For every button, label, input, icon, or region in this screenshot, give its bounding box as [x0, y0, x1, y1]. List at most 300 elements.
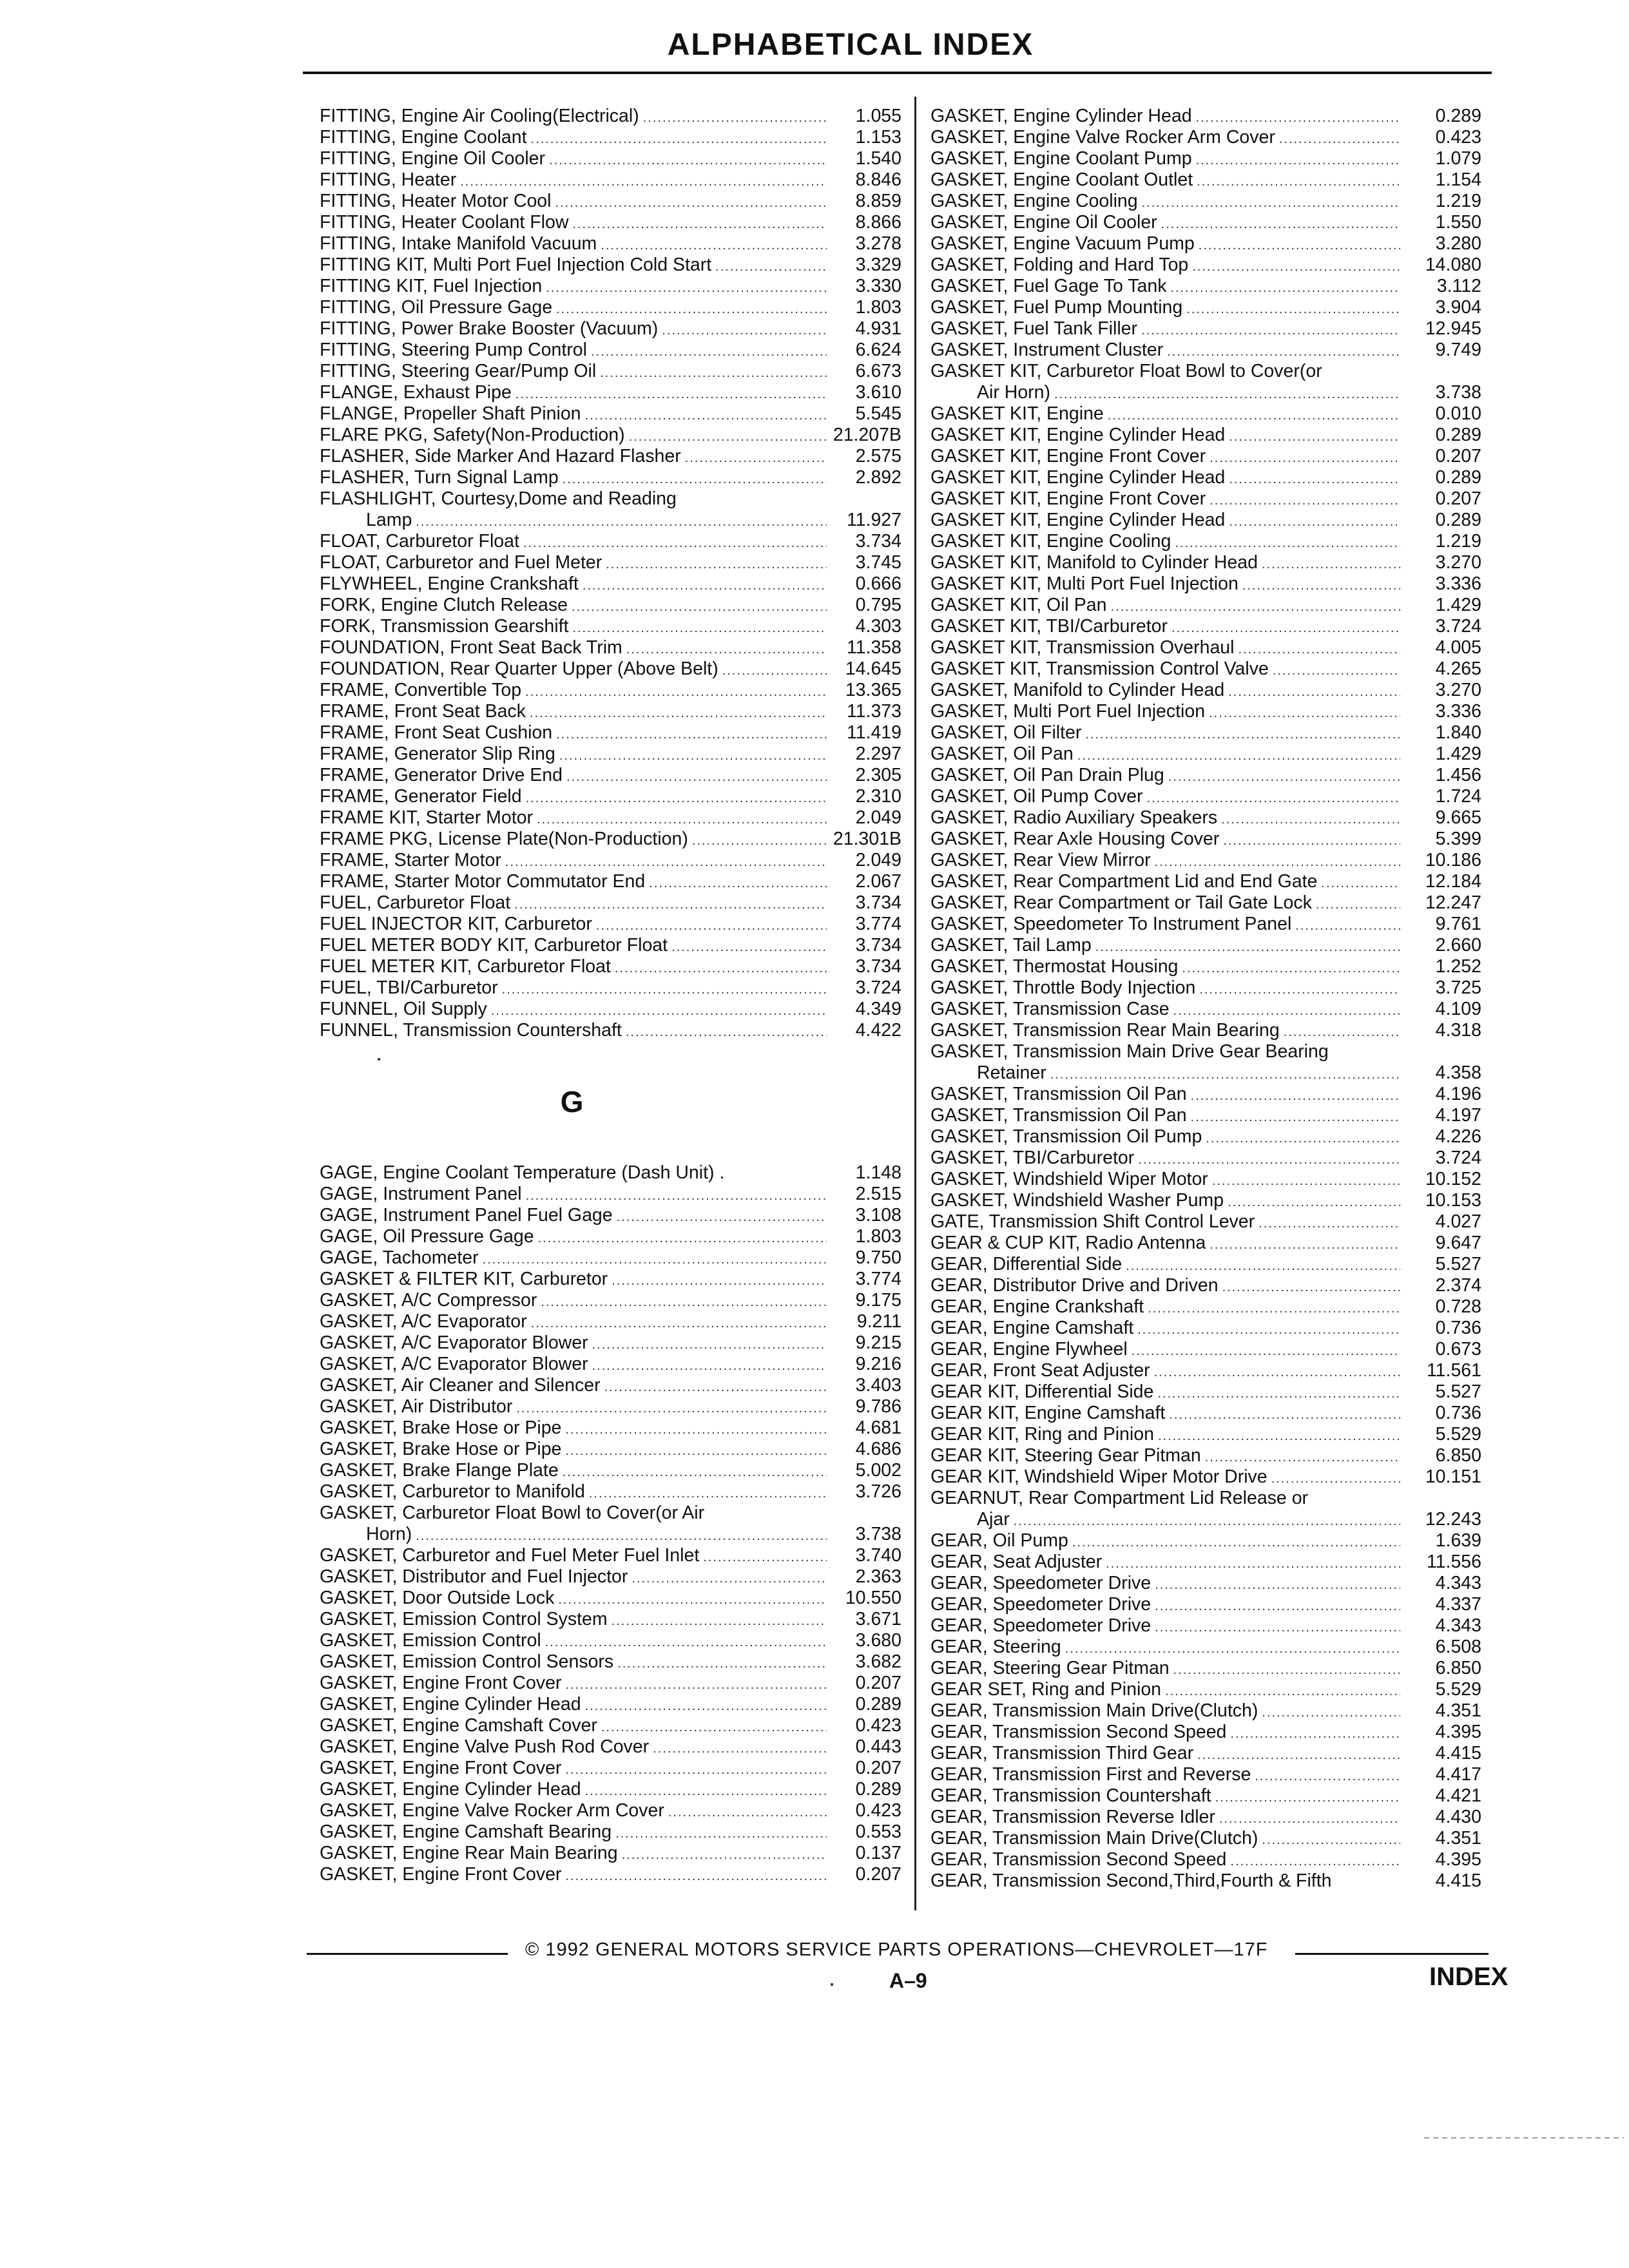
entry-text: GASKET KIT, Transmission Overhaul [930, 637, 1235, 658]
footer-copyright: © 1992 GENERAL MOTORS SERVICE PARTS OPERATIONS—CHEVROLET—17F [525, 1939, 1268, 1960]
entry-page-ref: 0.207 [1435, 488, 1481, 509]
entry-text: GASKET, Engine Front Cover [320, 1758, 562, 1778]
entry-page-ref: 3.734 [855, 531, 901, 552]
index-entry [320, 1736, 901, 1758]
index-entry [320, 1460, 901, 1481]
dot-leader [653, 1738, 827, 1760]
dot-leader [643, 108, 827, 129]
entry-text: GASKET, Engine Vacuum Pump [930, 233, 1195, 254]
dot-leader [585, 1781, 827, 1802]
dot-leader [1230, 1724, 1400, 1745]
entry-text: GASKET KIT, Carburetor Float Bowl to Cover(or [930, 361, 1322, 381]
entry-text: GEAR KIT, Steering Gear Pitman [930, 1445, 1201, 1466]
entry-page-ref: 8.846 [855, 169, 901, 190]
dot-leader [1210, 448, 1400, 469]
dot-leader [1262, 1830, 1400, 1851]
entry-text: GEAR KIT, Ring and Pinion [930, 1424, 1154, 1445]
dot-leader [545, 1632, 827, 1653]
entry-text: FRAME, Starter Motor Commutator End [320, 871, 646, 892]
dot-leader [1191, 1107, 1400, 1128]
entry-page-ref: 3.671 [855, 1609, 901, 1629]
entry-page-ref: 21.207B [833, 425, 901, 445]
entry-text: GASKET, Rear Compartment Lid and End Gate [930, 871, 1318, 892]
dot-leader [572, 214, 827, 235]
index-entry [930, 1573, 1481, 1594]
index-entry [930, 297, 1481, 318]
entry-page-ref: 0.736 [1435, 1403, 1481, 1423]
entry-page-ref: 1.803 [855, 1226, 901, 1247]
dot-leader [692, 831, 827, 852]
entry-text: GASKET, Fuel Gage To Tank [930, 276, 1167, 296]
index-entry [930, 169, 1481, 191]
index-entry [930, 807, 1481, 829]
dot-leader [1273, 660, 1400, 682]
entry-text: FLASHER, Turn Signal Lamp [320, 467, 559, 488]
entry-text: GEAR, Transmission Second Speed [930, 1849, 1227, 1870]
entry-page-ref: 2.067 [855, 871, 901, 892]
index-entry [320, 1481, 901, 1503]
dot-leader [1229, 512, 1400, 533]
dot-leader [1148, 1298, 1400, 1320]
entry-text: GASKET, Oil Pan Drain Plug [930, 765, 1164, 785]
entry-text: GASKET, Engine Valve Push Rod Cover [320, 1736, 650, 1757]
entry-page-ref: 12.247 [1425, 892, 1481, 913]
index-entry [320, 850, 901, 871]
entry-page-ref: 1.429 [1435, 744, 1481, 764]
entry-text: GASKET KIT, Manifold to Cylinder Head [930, 552, 1258, 573]
index-entry [930, 1488, 1481, 1509]
entry-text: FLOAT, Carburetor and Fuel Meter [320, 552, 602, 573]
entry-text: GASKET, Oil Pump Cover [930, 786, 1143, 807]
entry-text: GEAR, Engine Crankshaft [930, 1296, 1144, 1317]
index-entry [320, 1439, 901, 1460]
entry-page-ref: 0.289 [1435, 510, 1481, 530]
dot-leader [1165, 1681, 1400, 1702]
index-entry [320, 191, 901, 212]
dot-leader [1212, 1171, 1400, 1192]
entry-page-ref: 2.305 [855, 765, 901, 785]
index-entry [930, 255, 1481, 276]
entry-page-ref: 0.673 [1435, 1339, 1481, 1360]
entry-text: FLYWHEEL, Engine Crankshaft [320, 573, 579, 594]
entry-text: GEAR, Transmission Reverse Idler [930, 1807, 1215, 1827]
entry-text: GEAR, Steering Gear Pitman [930, 1658, 1170, 1678]
entry-text: FITTING, Steering Pump Control [320, 340, 587, 360]
index-entry [320, 382, 901, 403]
index-entry [320, 1588, 901, 1609]
entry-page-ref: 3.738 [855, 1524, 901, 1544]
entry-page-ref: 3.734 [855, 892, 901, 913]
entry-page-ref: 4.931 [855, 318, 901, 339]
entry-text: GASKET & FILTER KIT, Carburetor [320, 1269, 608, 1289]
dot-leader [514, 894, 827, 916]
index-entry [930, 722, 1481, 744]
dot-leader [585, 1696, 827, 1717]
entry-text: GASKET, Engine Camshaft Bearing [320, 1821, 612, 1842]
dot-leader [592, 1334, 827, 1356]
entry-page-ref: 0.289 [1435, 425, 1481, 445]
entry-page-ref: 1.153 [855, 127, 901, 148]
dot-leader [1229, 427, 1400, 448]
entry-page-ref: 11.556 [1426, 1552, 1481, 1572]
index-entry [320, 1332, 901, 1354]
entry-text: GASKET, Emission Control System [320, 1609, 608, 1629]
entry-page-ref: 0.289 [1435, 467, 1481, 488]
dot-leader [572, 597, 827, 618]
entry-text: GEAR, Engine Flywheel [930, 1339, 1128, 1360]
entry-page-ref: 10.186 [1425, 850, 1481, 870]
entry-page-ref: 6.673 [855, 361, 901, 381]
entry-text: GASKET, Tail Lamp [930, 935, 1092, 956]
entry-page-ref: 3.278 [855, 233, 901, 254]
index-entry [320, 1311, 901, 1332]
dot-leader [1157, 1383, 1400, 1405]
entry-text: FRAME, Convertible Top [320, 680, 522, 700]
index-entry [320, 956, 901, 977]
entry-text: GAGE, Engine Coolant Temperature (Dash Unit) . [320, 1162, 725, 1183]
entry-text: GEAR, Transmission First and Reverse [930, 1764, 1251, 1785]
index-entry [930, 340, 1481, 361]
index-entry [320, 1673, 901, 1694]
entry-page-ref: 3.682 [855, 1651, 901, 1672]
entry-text: GEAR, Front Seat Adjuster [930, 1360, 1150, 1381]
dot-leader [531, 129, 827, 150]
entry-text: FRAME, Starter Motor [320, 850, 501, 870]
dot-leader [612, 1611, 827, 1632]
index-entry [320, 488, 901, 510]
index-entry [930, 1764, 1481, 1785]
right-column [930, 106, 1481, 1892]
index-entry [320, 658, 901, 680]
entry-text: GASKET, Thermostat Housing [930, 956, 1179, 977]
entry-text: GASKET, Folding and Hard Top [930, 255, 1189, 275]
index-entry [320, 1503, 901, 1524]
dot-leader [649, 873, 827, 894]
scan-speck [378, 1058, 380, 1061]
entry-text: GEAR, Oil Pump [930, 1530, 1068, 1551]
entry-page-ref: 3.330 [855, 276, 901, 296]
entry-page-ref: 4.343 [1435, 1573, 1481, 1593]
index-entry [930, 1722, 1481, 1743]
entry-text: FITTING, Engine Air Cooling(Electrical) [320, 106, 639, 126]
dot-leader [1206, 1128, 1400, 1149]
dot-leader [558, 1590, 827, 1611]
index-entry [320, 1843, 901, 1864]
entry-text: GASKET, Rear Axle Housing Cover [930, 829, 1220, 849]
index-entry [320, 106, 901, 127]
entry-text: GASKET, Engine Coolant Outlet [930, 169, 1193, 190]
entry-text: GASKET, Carburetor Float Bowl to Cover(or Air [320, 1503, 705, 1523]
entry-text: FITTING, Oil Pressure Gage [320, 297, 553, 318]
entry-page-ref: 0.289 [1435, 106, 1481, 126]
entry-page-ref: 3.329 [855, 255, 901, 275]
entry-page-ref: 9.175 [855, 1290, 901, 1311]
entry-page-ref: 1.219 [1435, 191, 1481, 211]
scan-artifact-line [1424, 2137, 1624, 2138]
entry-page-ref: 0.666 [855, 573, 901, 594]
entry-text: FITTING KIT, Multi Port Fuel Injection Cold Start [320, 255, 712, 275]
entry-text: GASKET KIT, Engine [930, 403, 1104, 424]
dot-leader [1284, 1022, 1400, 1043]
entry-text: GASKET, Transmission Oil Pan [930, 1084, 1187, 1104]
dot-leader [1205, 1447, 1400, 1468]
footer-rule-right [1295, 1953, 1489, 1955]
dot-leader [1238, 639, 1400, 660]
entry-page-ref: 4.351 [1435, 1700, 1481, 1721]
entry-page-ref: 4.681 [855, 1418, 901, 1438]
dot-leader [1196, 150, 1400, 171]
index-entry [930, 786, 1481, 807]
index-entry [320, 1162, 901, 1184]
dot-leader [626, 639, 827, 660]
entry-text: Retainer [977, 1062, 1046, 1083]
index-entry [320, 786, 901, 807]
entry-page-ref: 4.265 [1435, 658, 1481, 679]
entry-text: GASKET, Throttle Body Injection [930, 977, 1196, 998]
index-entry [930, 914, 1481, 935]
entry-text: GASKET, Transmission Main Drive Gear Bearing [930, 1041, 1329, 1062]
entry-text: GEAR, Transmission Main Drive(Clutch) [930, 1700, 1258, 1721]
entry-page-ref: 5.529 [1435, 1424, 1481, 1445]
index-entry [930, 1424, 1481, 1445]
entry-page-ref: 0.423 [1435, 127, 1481, 148]
entry-page-ref: 3.280 [1435, 233, 1481, 254]
index-entry [320, 361, 901, 382]
dot-leader [631, 1568, 827, 1590]
dot-leader [1222, 1277, 1400, 1298]
dot-leader [549, 150, 827, 171]
entry-page-ref: 13.365 [845, 680, 901, 700]
dot-leader [617, 1653, 827, 1675]
index-entry [930, 1318, 1481, 1339]
entry-page-ref: 9.647 [1435, 1233, 1481, 1253]
dot-leader [1262, 554, 1400, 575]
entry-page-ref: 9.216 [855, 1354, 901, 1374]
index-entry [930, 1679, 1481, 1700]
dot-leader [626, 1022, 827, 1043]
entry-page-ref: 12.184 [1425, 871, 1481, 892]
dot-leader [1173, 1001, 1400, 1022]
entry-text: GASKET, Fuel Pump Mounting [930, 297, 1183, 318]
scan-speck [831, 1983, 833, 1986]
entry-page-ref: 0.207 [855, 1864, 901, 1885]
dot-leader [460, 171, 827, 193]
dot-leader [668, 1802, 827, 1823]
entry-text: GASKET, A/C Evaporator Blower [320, 1354, 588, 1374]
index-entry [930, 446, 1481, 467]
entry-text: GASKET, Instrument Cluster [930, 340, 1164, 360]
index-entry [320, 403, 901, 425]
dot-leader [1155, 1596, 1400, 1617]
entry-page-ref: 0.289 [855, 1694, 901, 1715]
dot-leader [1192, 256, 1400, 278]
entry-page-ref: 1.219 [1435, 531, 1481, 552]
entry-page-ref: 9.665 [1435, 807, 1481, 828]
entry-text: GASKET, TBI/Carburetor [930, 1148, 1135, 1168]
index-entry [320, 1269, 901, 1290]
entry-text: FITTING, Intake Manifold Vacuum [320, 233, 597, 254]
entry-text: FLASHLIGHT, Courtesy,Dome and Reading [320, 488, 677, 509]
entry-text: FRAME, Generator Drive End [320, 765, 563, 785]
entry-text: FITTING, Steering Gear/Pump Oil [320, 361, 597, 381]
entry-text: GATE, Transmission Shift Control Lever [930, 1211, 1255, 1232]
entry-page-ref: 2.049 [855, 850, 901, 870]
index-entry [930, 1658, 1481, 1679]
entry-page-ref: 12.243 [1425, 1509, 1481, 1530]
index-entry [930, 1637, 1481, 1658]
entry-page-ref: 3.610 [855, 382, 901, 403]
entry-text: GASKET KIT, Engine Cylinder Head [930, 425, 1226, 445]
index-entry [320, 169, 901, 191]
entry-page-ref: 1.639 [1435, 1530, 1481, 1551]
entry-page-ref: 3.680 [855, 1630, 901, 1651]
entry-page-ref: 0.728 [1435, 1296, 1481, 1317]
entry-text: FRAME KIT, Starter Motor [320, 807, 533, 828]
index-entry [930, 658, 1481, 680]
entry-page-ref: 1.252 [1435, 956, 1481, 977]
dot-leader [1142, 193, 1400, 214]
entry-text: GEAR KIT, Windshield Wiper Motor Drive [930, 1466, 1268, 1487]
index-entry [320, 1375, 901, 1396]
entry-page-ref: 4.226 [1435, 1126, 1481, 1147]
dot-leader [1210, 490, 1400, 512]
dot-leader [615, 1823, 827, 1845]
entry-page-ref: 2.892 [855, 467, 901, 488]
dot-leader [1072, 1532, 1400, 1553]
entry-text: Lamp [366, 510, 412, 530]
dot-leader [556, 724, 827, 745]
entry-page-ref: 11.927 [846, 510, 901, 530]
dot-leader [1223, 831, 1400, 852]
entry-page-ref: 1.803 [855, 297, 901, 318]
entry-text: FOUNDATION, Rear Quarter Upper (Above Belt) [320, 658, 718, 679]
entry-page-ref: 5.545 [855, 403, 901, 424]
entry-text: GASKET, Fuel Tank Filler [930, 318, 1138, 339]
entry-text: FRAME, Front Seat Cushion [320, 722, 553, 743]
dot-leader [1242, 575, 1400, 597]
entry-text: FORK, Engine Clutch Release [320, 595, 568, 615]
entry-text: GASKET, Engine Front Cover [320, 1864, 562, 1885]
index-entry [320, 255, 901, 276]
index-entry [930, 106, 1481, 127]
index-entry [320, 680, 901, 701]
dot-leader [416, 1526, 827, 1547]
dot-leader [565, 1675, 827, 1696]
entry-page-ref: 9.750 [855, 1247, 901, 1268]
index-entry [320, 212, 901, 233]
entry-page-ref: 3.725 [1435, 977, 1481, 998]
dot-leader [1262, 1702, 1400, 1724]
entry-page-ref: 2.374 [1435, 1275, 1481, 1296]
entry-text: FUEL INJECTOR KIT, Carburetor [320, 914, 592, 934]
index-entry [930, 1062, 1481, 1084]
entry-text: GASKET, Air Distributor [320, 1396, 513, 1417]
entry-text: GASKET, A/C Evaporator [320, 1311, 527, 1332]
entry-text: FITTING, Engine Coolant [320, 127, 527, 148]
entry-text: GEAR, Transmission Second,Third,Fourth & Fifth [930, 1870, 1332, 1891]
dot-leader [526, 788, 827, 809]
entry-page-ref: 3.403 [855, 1375, 901, 1396]
entry-page-ref: 9.761 [1435, 914, 1481, 934]
index-entry [320, 1864, 901, 1885]
index-entry [930, 1275, 1481, 1296]
dot-leader [1197, 1745, 1400, 1766]
entry-text: GEAR, Transmission Second Speed [930, 1722, 1227, 1742]
index-entry [930, 1594, 1481, 1615]
dot-leader [537, 809, 827, 831]
dot-leader [1137, 1320, 1400, 1341]
dot-leader [1209, 703, 1400, 724]
entry-page-ref: 0.443 [855, 1736, 901, 1757]
dot-leader [662, 320, 827, 341]
entry-page-ref: 11.561 [1426, 1360, 1481, 1381]
entry-text: GASKET, A/C Evaporator Blower [320, 1332, 588, 1353]
entry-page-ref: 14.645 [845, 658, 901, 679]
entry-page-ref: 1.429 [1435, 595, 1481, 615]
dot-leader [1155, 1617, 1400, 1639]
entry-page-ref: 4.197 [1435, 1105, 1481, 1126]
entry-page-ref: 1.724 [1435, 786, 1481, 807]
entry-page-ref: 8.866 [855, 212, 901, 233]
entry-text: Ajar [977, 1509, 1010, 1530]
index-entry [320, 446, 901, 467]
index-entry [320, 1821, 901, 1843]
dot-leader [1111, 597, 1401, 618]
entry-page-ref: 2.297 [855, 744, 901, 764]
dot-leader [523, 533, 827, 554]
entry-text: GEAR, Speedometer Drive [930, 1615, 1152, 1636]
entry-page-ref: 3.112 [1436, 276, 1481, 296]
entry-page-ref: 4.005 [1435, 637, 1481, 658]
entry-page-ref: 3.740 [855, 1545, 901, 1566]
index-entry [930, 191, 1481, 212]
index-entry [930, 956, 1481, 977]
entry-page-ref: 3.336 [1435, 573, 1481, 594]
dot-leader [1014, 1511, 1400, 1532]
entry-text: GASKET, Radio Auxiliary Speakers [930, 807, 1218, 828]
entry-text: GAGE, Instrument Panel [320, 1184, 522, 1204]
entry-page-ref: 0.736 [1435, 1318, 1481, 1338]
index-entry [320, 637, 901, 658]
index-entry [320, 1715, 901, 1736]
entry-text: GASKET KIT, Engine Front Cover [930, 488, 1206, 509]
entry-page-ref: 1.148 [855, 1162, 901, 1183]
dot-leader [1050, 1064, 1400, 1086]
dot-leader [715, 256, 827, 278]
dot-leader [531, 1313, 827, 1334]
entry-text: GEAR, Seat Adjuster [930, 1552, 1103, 1572]
dot-leader [1077, 745, 1400, 767]
dot-leader [525, 682, 827, 703]
dot-leader [516, 384, 827, 405]
entry-text: GASKET, Door Outside Lock [320, 1588, 555, 1608]
entry-text: GAGE, Tachometer [320, 1247, 479, 1268]
index-entry [930, 1126, 1481, 1148]
entry-page-ref: 2.310 [855, 786, 901, 807]
dot-leader [600, 363, 827, 384]
index-entry [930, 1190, 1481, 1211]
entry-text: FITTING KIT, Fuel Injection [320, 276, 543, 296]
index-entry [930, 680, 1481, 701]
entry-text: GEAR, Differential Side [930, 1254, 1123, 1274]
entry-page-ref: 10.153 [1425, 1190, 1481, 1211]
entry-text: FLOAT, Carburetor Float [320, 531, 519, 552]
entry-page-ref: 4.415 [1435, 1743, 1481, 1763]
dot-leader [617, 1207, 827, 1228]
entry-text: GASKET, Engine Valve Rocker Arm Cover [930, 127, 1275, 148]
dot-leader [703, 1547, 827, 1568]
dot-leader [606, 554, 827, 575]
